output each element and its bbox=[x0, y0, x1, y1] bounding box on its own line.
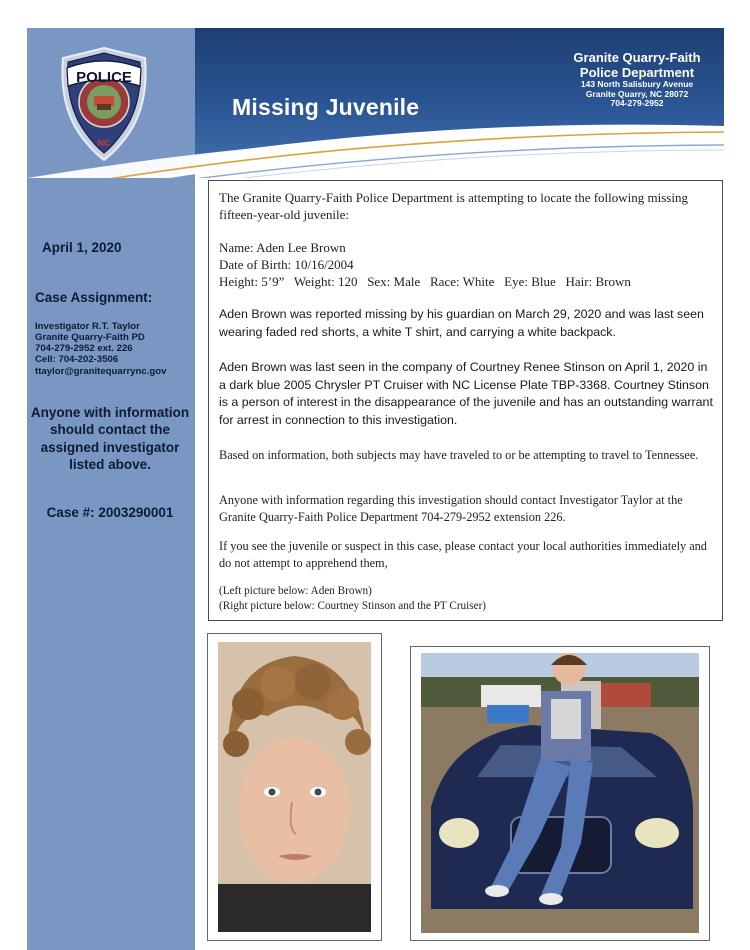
address-line1: 143 North Salisbury Avenue bbox=[580, 79, 694, 90]
missing-report-paragraph: Aden Brown was reported missing by his guardian on March 29, 2020 and was last seen wearing faded red shorts, a white T shirt, and carrying a white backpack. bbox=[219, 307, 704, 339]
contact-notice: Anyone with information should contact the assigned investigator listed above. bbox=[30, 405, 190, 472]
caption-right: (Right picture below: Courtney Stinson and the PT Cruiser) bbox=[219, 599, 487, 612]
page-title: Missing Juvenile bbox=[232, 94, 420, 120]
header-banner bbox=[27, 28, 724, 178]
investigator-email[interactable]: ttaylor@granitequarrync.gov bbox=[35, 365, 167, 377]
svg-text:NC: NC bbox=[97, 138, 111, 148]
department-name-line2: Police Department bbox=[579, 64, 695, 80]
address-line2: Granite Quarry, NC 28072 bbox=[585, 88, 689, 99]
subject-physical: Height: 5’9” Weight: 120 Sex: Male Race: White Eye: Blue Hair: Brown bbox=[219, 274, 631, 289]
photo-captions bbox=[219, 584, 714, 613]
contact-paragraph: Anyone with information regarding this investigation should contact Investigator Taylor at the Granite Quarry-Faith Police Department 704-279-2952 extension 226. bbox=[219, 493, 683, 524]
investigator-cell: Cell: 704-202-3506 bbox=[35, 354, 119, 366]
investigator-phone: 704-279-2952 ext. 226 bbox=[35, 343, 133, 355]
investigator-name: Investigator R.T. Taylor bbox=[35, 321, 140, 332]
subject-dob: Date of Birth: 10/16/2004 bbox=[219, 257, 354, 272]
subject-name: Name: Aden Lee Brown bbox=[219, 240, 346, 255]
department-phone: 704-279-2952 bbox=[610, 98, 664, 109]
investigator-agency: Granite Quarry-Faith PD bbox=[35, 332, 145, 344]
subject-details bbox=[219, 239, 714, 290]
investigator-contact bbox=[35, 321, 203, 377]
flyer-date: April 1, 2020 bbox=[42, 240, 122, 255]
intro-paragraph: The Granite Quarry-Faith Police Department is attempting to locate the following missing fifteen-year-old juvenile: bbox=[219, 190, 688, 222]
photo-aden-brown bbox=[207, 633, 382, 941]
warning-paragraph: If you see the juvenile or suspect in this case, please contact your local authorities immediately and do not attempt to apprehend them, bbox=[219, 539, 707, 570]
department-name-line1: Granite Quarry-Faith bbox=[573, 50, 701, 65]
last-seen-paragraph: Aden Brown was last seen in the company of Courtney Renee Stinson on April 1, 2020 in a dark blue 2005 Chrysler PT Cruiser with NC License Plate TBP-3368. Courtney Stinson is a person of interest in the disappearance of the juvenile and has an outstanding warrant for arrest in connection to this investigation. bbox=[219, 360, 713, 427]
caption-left: (Left picture below: Aden Brown) bbox=[219, 585, 372, 597]
case-number: Case #: 2003290001 bbox=[46, 505, 174, 520]
police-badge-logo bbox=[57, 46, 151, 164]
photo-courtney-stinson-pt-cruiser bbox=[410, 646, 710, 941]
svg-text:POLICE: POLICE bbox=[76, 69, 132, 86]
department-info bbox=[547, 51, 724, 109]
travel-paragraph: Based on information, both subjects may have traveled to or be attempting to travel to Tennessee. bbox=[219, 448, 699, 462]
case-assignment-heading: Case Assignment: bbox=[35, 290, 153, 305]
